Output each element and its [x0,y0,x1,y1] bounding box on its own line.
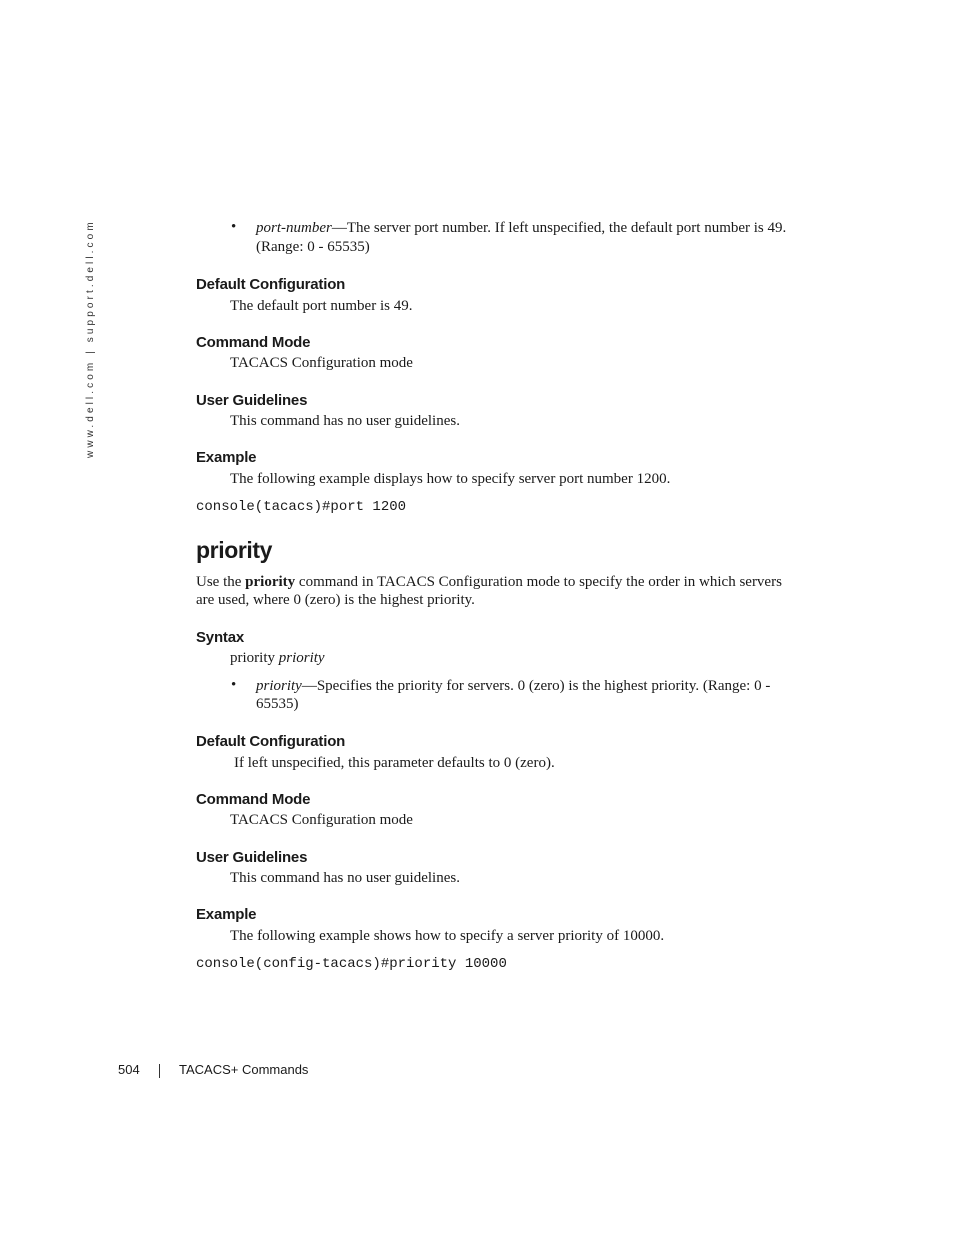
command-mode-text: TACACS Configuration mode [230,812,413,828]
bullet: • [231,677,237,693]
heading-example: Example [196,449,257,466]
example-code: console(tacacs)#port 1200 [196,499,407,515]
intro-text-line2: are used, where 0 (zero) is the highest priority. [196,592,475,608]
footer-section-title: TACACS+ Commands [179,1062,309,1077]
heading-syntax: Syntax [196,629,244,646]
user-guidelines-text: This command has no user guidelines. [230,870,460,886]
sidebar-website-url: www.dell.com | support.dell.com [85,219,96,458]
syntax-command: priority [230,650,275,666]
heading-default-configuration: Default Configuration [196,733,346,750]
param-range: 65535) [256,696,299,712]
param-description-port-number [256,219,786,237]
syntax-argument: priority [278,650,325,666]
example-code: console(config-tacacs)#priority 10000 [196,956,507,972]
page-number: 504 [118,1062,140,1077]
intro-command: priority [245,574,296,590]
param-name: port-number [256,220,332,236]
intro-post: command in TACACS Configuration mode to specify the order in which servers [295,574,782,590]
bullet: • [231,219,237,235]
heading-user-guidelines: User Guidelines [196,392,308,409]
example-text: The following example shows how to specify a server priority of 10000. [230,928,665,944]
default-configuration-text: If left unspecified, this parameter defaults to 0 (zero). [234,755,555,771]
heading-command-mode: Command Mode [196,334,311,351]
example-text: The following example displays how to specify server port number 1200. [230,471,671,487]
param-range: (Range: 0 - 65535) [256,239,370,255]
intro-text [196,573,782,591]
param-text: —Specifies the priority for servers. 0 (zero) is the highest priority. (Range: 0 - [301,678,771,694]
syntax-line [230,649,325,667]
heading-default-configuration: Default Configuration [196,276,346,293]
heading-command-mode: Command Mode [196,791,311,808]
param-name: priority [256,678,302,694]
page-title: priority [196,537,273,563]
footer-separator [159,1064,160,1078]
user-guidelines-text: This command has no user guidelines. [230,413,460,429]
heading-example: Example [196,906,257,923]
param-description-priority [256,677,770,695]
default-configuration-text: The default port number is 49. [230,298,413,314]
param-text: —The server port number. If left unspecified, the default port number is 49. [331,220,787,236]
command-mode-text: TACACS Configuration mode [230,355,413,371]
intro-pre: Use the [196,574,246,590]
heading-user-guidelines: User Guidelines [196,849,308,866]
